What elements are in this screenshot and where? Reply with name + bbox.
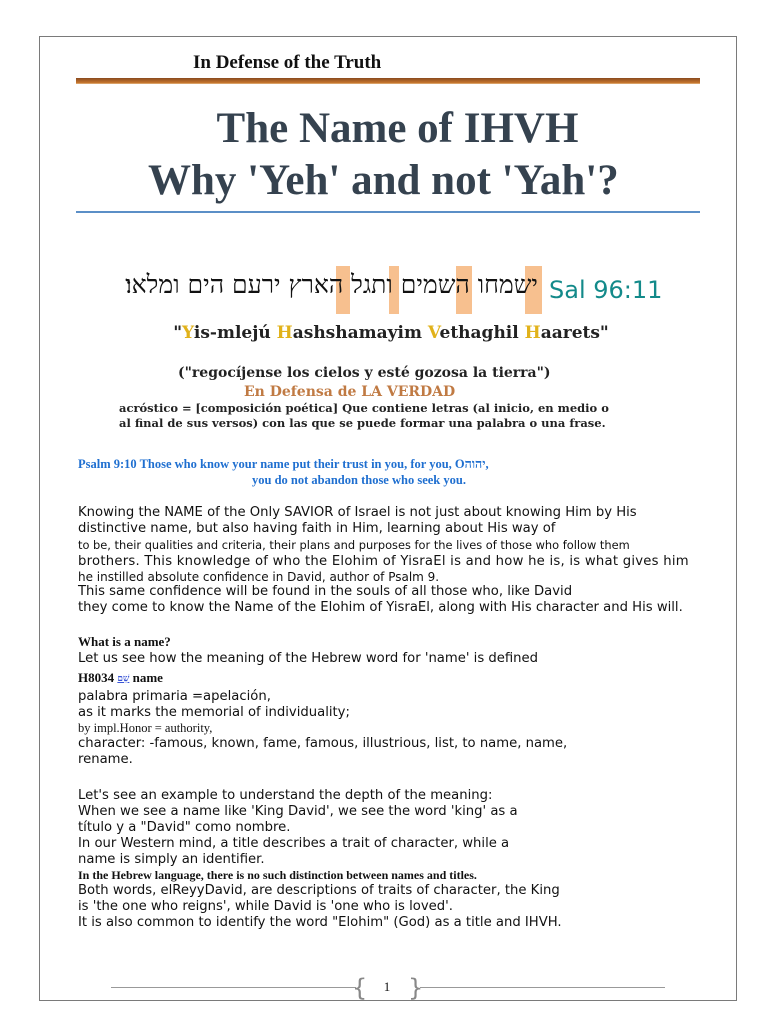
footer-rule-left — [111, 987, 356, 988]
paragraph-1 — [78, 505, 748, 616]
translit-accent: V — [427, 323, 440, 343]
strong-link[interactable]: שֵׁם — [117, 673, 130, 683]
spanish-translation: ("regocíjense los cielos y esté gozosa la tierra") — [178, 365, 551, 381]
definition-line: as it marks the memorial of individuality; — [78, 705, 350, 720]
acrostic-def: [composición poética] Que contiene letras (al inicio, en medio o — [195, 401, 609, 415]
example-section — [78, 788, 748, 931]
paragraph-line: brothers. This knowledge of who the Elohim of YisraEl is and how he is, is what gives him — [78, 554, 689, 569]
translit-part: ashshamayim — [292, 323, 428, 343]
paragraph-line: Knowing the NAME of the Only SAVIOR of Israel is not just about knowing Him by His — [78, 505, 637, 520]
paragraph-line: In our Western mind, a title describes a trait of character, while a — [78, 836, 510, 851]
definition-line: character: -famous, known, fame, famous, illustrious, list, to name, name, — [78, 736, 568, 751]
bold-statement: In the Hebrew language, there is no such distinction between names and titles. — [78, 868, 477, 882]
verse-line-2: you do not abandon those who seek you. — [252, 473, 466, 487]
paragraph-line: name is simply an identifier. — [78, 852, 265, 867]
acrostic-label: acróstico = — [119, 401, 192, 415]
translit-accent: Y — [182, 323, 194, 343]
paragraph-line: to be, their qualities and criteria, their plans and purposes for the lives of those who follow them — [78, 538, 630, 552]
hebrew-verse: ישמחו השמים ותגל הארץ ירעם הים ומלאו׃ — [125, 270, 538, 299]
title-rule — [76, 211, 700, 213]
paragraph-line: they come to know the Name of the Elohim of YisraEl, along with His character and His will. — [78, 600, 683, 615]
psalm-verse — [78, 456, 638, 488]
footer-bracket-left: { — [352, 974, 368, 1002]
transliteration — [0, 323, 768, 343]
paragraph-line: Let us see how the meaning of the Hebrew word for 'name' is defined — [78, 651, 539, 666]
translit-accent: H — [524, 323, 541, 343]
paragraph-line: distinctive name, but also having faith in Him, learning about His way of — [78, 521, 556, 536]
paragraph-line: This same confidence will be found in the souls of all those who, like David — [78, 584, 573, 599]
strong-word: name — [132, 670, 163, 685]
definition-line: rename. — [78, 752, 133, 767]
section-heading: What is a name? — [78, 634, 171, 649]
translit-part: " — [173, 323, 183, 343]
title-line-2: Why 'Yeh' and not 'Yah'? — [148, 157, 619, 204]
translit-accent: H — [276, 323, 293, 343]
footer-rule-right — [420, 987, 665, 988]
paragraph-line: is 'the one who reigns', while David is 'one who is loved'. — [78, 899, 453, 914]
psalm-reference: Sal 96:11 — [549, 276, 663, 304]
strong-code: H8034 — [78, 670, 115, 685]
name-section — [78, 634, 748, 768]
paragraph-line: Both words, elReyyDavid, are descriptions of traits of character, the King — [78, 883, 560, 898]
paragraph-line: he instilled absolute confidence in David, author of Psalm 9. — [78, 570, 440, 584]
paragraph-line: título y a "David" como nombre. — [78, 820, 291, 835]
definition-line: palabra primaria =apelación, — [78, 689, 271, 704]
translit-part: aarets" — [540, 323, 609, 343]
verse-line-1: Psalm 9:10 Those who know your name put their trust in you, for you, Oיהוה, — [78, 457, 489, 471]
translit-part: is-mlejú — [193, 323, 277, 343]
running-header: In Defense of the Truth — [193, 52, 382, 73]
translit-part: ethaghil — [439, 323, 525, 343]
header-rule — [76, 78, 700, 84]
footer-bracket-right: } — [408, 974, 424, 1002]
paragraph-line: When we see a name like 'King David', we see the word 'king' as a — [78, 804, 518, 819]
paragraph-line: Let's see an example to understand the depth of the meaning: — [78, 788, 493, 803]
acrostic-definition — [119, 401, 659, 431]
page-number: 1 — [383, 979, 391, 994]
acrostic-def-line2: al final de sus versos) con las que se puede formar una palabra o una frase. — [119, 416, 606, 430]
title-line-1: The Name of IHVH — [216, 105, 579, 152]
defensa-caption: En Defensa de LA VERDAD — [244, 384, 456, 400]
paragraph-line: It is also common to identify the word "Elohim" (God) as a title and IHVH. — [78, 915, 562, 930]
definition-line: by impl.Honor = authority, — [78, 721, 213, 735]
